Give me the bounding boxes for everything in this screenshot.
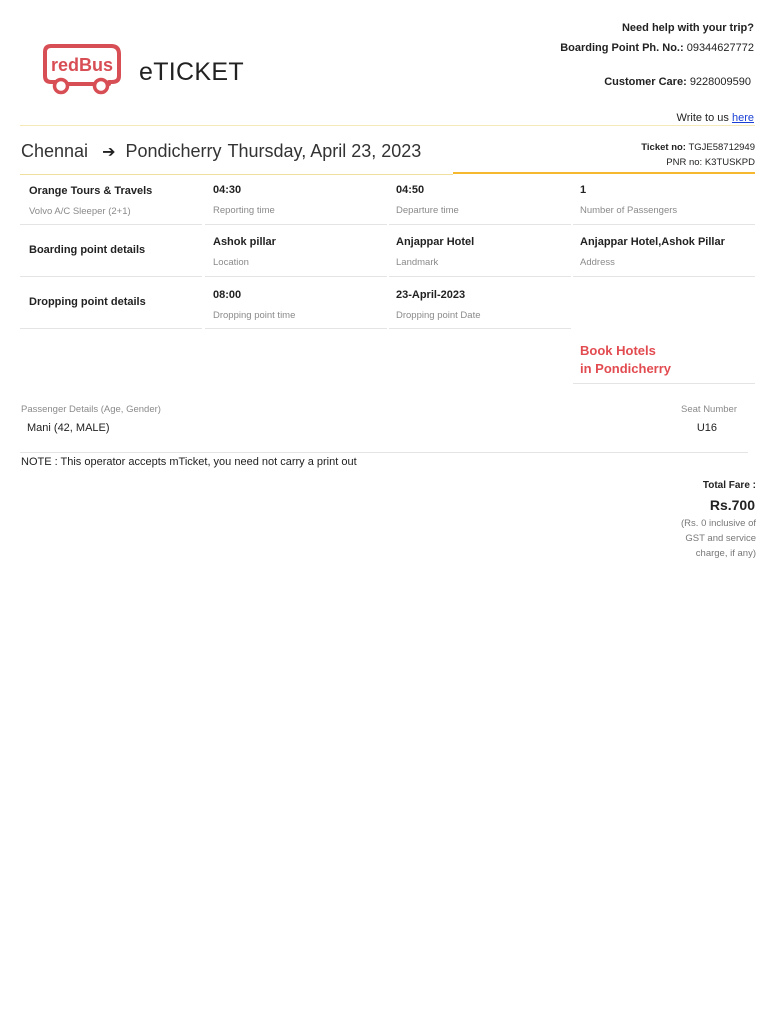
passengers-cell (580, 184, 677, 216)
ticket-number-label: Ticket no: (641, 142, 686, 153)
boarding-phone (560, 42, 754, 54)
operator-cell (29, 185, 152, 217)
boarding-location-label: Location (213, 257, 249, 268)
header-divider (20, 125, 755, 126)
row-divider (205, 276, 387, 277)
boarding-location-cell (213, 236, 276, 268)
dropping-time-cell (213, 289, 295, 321)
ticket-number (641, 142, 755, 153)
departure-label: Departure time (396, 205, 459, 216)
customer-care-number: 9228009590 (689, 76, 751, 88)
dropping-date-cell (396, 289, 481, 321)
route-divider (20, 174, 453, 175)
route-underline (453, 172, 755, 174)
passenger-count: 1 (580, 184, 587, 196)
dropping-time: 08:00 (213, 289, 242, 301)
book-hotels-link[interactable] (580, 342, 671, 378)
dropping-time-label: Dropping point time (213, 310, 296, 321)
reporting-cell (213, 184, 275, 216)
reporting-time: 04:30 (213, 184, 242, 196)
write-to-us-link[interactable]: here (731, 112, 754, 124)
customer-care-label: Customer Care: (604, 76, 687, 88)
seat-number-header: Seat Number (681, 404, 737, 415)
row-divider (205, 224, 387, 225)
passenger-count-label: Number of Passengers (580, 205, 678, 216)
passenger-divider (20, 452, 748, 453)
book-hotels-line1: Book Hotels (580, 343, 656, 358)
operator-name: Orange Tours & Travels (29, 185, 153, 197)
reporting-label: Reporting time (213, 205, 275, 216)
route-to: Pondicherry (125, 141, 222, 161)
route-heading (21, 141, 421, 162)
fare-inclusive-note: (Rs. 0 inclusive of GST and service charge, if any) (681, 518, 756, 559)
departure-time: 04:50 (396, 184, 425, 196)
row-divider (20, 328, 202, 329)
boarding-landmark-cell (396, 236, 474, 268)
bus-type: Volvo A/C Sleeper (2+1) (29, 206, 131, 217)
pnr-label: PNR no: (666, 157, 703, 168)
passenger-name: Mani (27, 422, 51, 434)
boarding-address-cell (580, 236, 725, 268)
row-divider (389, 328, 571, 329)
mticket-note: NOTE : This operator accepts mTicket, you need not carry a print out (21, 456, 357, 468)
row-divider (20, 224, 202, 225)
help-text: Need help with your trip? (621, 22, 754, 34)
logo-text: redBus (50, 55, 114, 75)
write-to-us (677, 112, 754, 124)
write-to-us-text: Write to us (676, 112, 729, 124)
passenger-age-gender: (42, MALE) (53, 422, 110, 434)
promo-divider (573, 383, 755, 384)
ticket-number-value: TGJE58712949 (688, 142, 755, 153)
boarding-location: Ashok pillar (213, 236, 276, 248)
boarding-landmark-label: Landmark (396, 257, 439, 268)
page-title: eTICKET (139, 58, 244, 86)
route-date: Thursday, April 23, 2023 (227, 141, 422, 161)
dropping-row-label: Dropping point details (29, 296, 146, 308)
boarding-phone-number: 09344627772 (686, 42, 754, 54)
total-fare-amount: Rs.700 (709, 497, 755, 513)
route-from: Chennai (21, 141, 89, 161)
pnr-number (666, 157, 755, 168)
passenger-details-header: Passenger Details (Age, Gender) (21, 404, 161, 415)
departure-cell (396, 184, 459, 216)
pnr-value: K3TUSKPD (704, 157, 755, 168)
row-divider (573, 224, 755, 225)
seat-number: U16 (696, 422, 717, 434)
boarding-address: Anjappar Hotel,Ashok Pillar (580, 236, 725, 248)
row-divider (205, 328, 387, 329)
boarding-address-label: Address (580, 257, 615, 268)
boarding-phone-label: Boarding Point Ph. No.: (560, 42, 684, 54)
redbus-logo (39, 44, 123, 96)
boarding-landmark: Anjappar Hotel (396, 236, 475, 248)
row-divider (573, 276, 755, 277)
dropping-date: 23-April-2023 (396, 289, 466, 301)
row-divider (20, 276, 202, 277)
dropping-date-label: Dropping point Date (396, 310, 481, 321)
row-divider (389, 224, 571, 225)
route-arrow-icon: ➔ (102, 144, 116, 161)
book-hotels-line2: in Pondicherry (580, 361, 672, 376)
total-fare-label: Total Fare : (702, 480, 756, 491)
passenger-row (27, 422, 110, 434)
customer-care (604, 76, 751, 88)
row-divider (389, 276, 571, 277)
boarding-row-label: Boarding point details (29, 244, 146, 256)
